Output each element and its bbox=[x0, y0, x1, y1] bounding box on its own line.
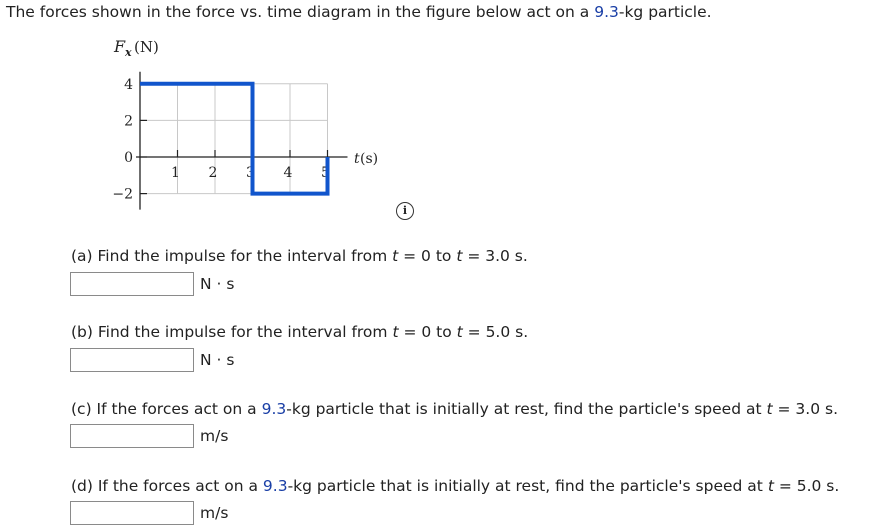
answer-input-c[interactable] bbox=[70, 424, 194, 448]
question-d-text: (d) If the forces act on a bbox=[71, 477, 263, 495]
var-t: t bbox=[456, 247, 463, 265]
force-time-diagram bbox=[100, 34, 420, 234]
answer-row-b bbox=[70, 347, 234, 373]
x-tick-label: 3 bbox=[246, 165, 255, 181]
var-t: t bbox=[392, 323, 399, 341]
question-c-rest: -kg particle that is initially at rest, find the particle's speed at bbox=[286, 400, 767, 418]
x-tick-label: 2 bbox=[208, 165, 218, 181]
answer-input-d[interactable] bbox=[70, 501, 194, 525]
question-a-text: (a) Find the impulse for the interval from bbox=[71, 247, 393, 265]
y-axis-label: F bbox=[114, 37, 126, 56]
unit-b: N · s bbox=[200, 351, 235, 369]
force-time-chart bbox=[100, 34, 420, 234]
question-b-text: (b) Find the impulse for the interval from bbox=[71, 323, 393, 341]
answer-input-a[interactable] bbox=[70, 272, 194, 296]
y-tick-label: −2 bbox=[112, 186, 133, 203]
answer-row-a bbox=[70, 271, 234, 297]
var-t: t bbox=[456, 323, 463, 341]
unit-d: m/s bbox=[200, 504, 229, 522]
y-tick-label: 2 bbox=[124, 113, 133, 130]
y-tick-label: 0 bbox=[124, 150, 133, 166]
question-b-end: = 5.0 s. bbox=[462, 323, 529, 341]
question-c-text: (c) If the forces act on a bbox=[71, 400, 262, 418]
problem-statement bbox=[6, 3, 712, 21]
force-series-line bbox=[140, 84, 328, 194]
intro-text: The forces shown in the force vs. time diagram in the figure below act on a bbox=[6, 3, 595, 21]
question-b bbox=[71, 323, 528, 341]
answer-input-b[interactable] bbox=[70, 348, 194, 372]
question-a-end: = 3.0 s. bbox=[462, 247, 528, 265]
mass-value: 9.3 bbox=[594, 3, 619, 21]
x-axis-label-var: t bbox=[354, 151, 360, 167]
var-t: t bbox=[392, 247, 399, 265]
question-c-end: = 3.0 s. bbox=[772, 400, 838, 418]
mass-value: 9.3 bbox=[261, 400, 287, 418]
question-d-end: = 5.0 s. bbox=[773, 477, 840, 495]
y-tick-label: 4 bbox=[124, 76, 133, 93]
unit-a: N · s bbox=[200, 275, 235, 293]
x-axis-label: (s) bbox=[360, 151, 379, 167]
unit-c: m/s bbox=[200, 427, 229, 445]
x-tick-label: 4 bbox=[283, 165, 293, 181]
x-tick-label: 5 bbox=[321, 165, 330, 181]
question-b-mid: = 0 to bbox=[398, 323, 457, 341]
var-t: t bbox=[767, 477, 774, 495]
question-a-mid: = 0 to bbox=[398, 247, 457, 265]
x-tick-label: 1 bbox=[171, 165, 180, 181]
mass-value: 9.3 bbox=[262, 477, 288, 495]
y-axis-label-sub: x bbox=[125, 46, 132, 59]
info-icon[interactable]: i bbox=[396, 202, 414, 220]
answer-row-c bbox=[70, 423, 228, 449]
answer-row-d bbox=[70, 500, 228, 526]
question-d bbox=[71, 477, 839, 495]
y-axis-label-unit: (N) bbox=[134, 38, 159, 56]
var-t: t bbox=[766, 400, 773, 418]
question-a bbox=[71, 247, 528, 265]
question-d-rest: -kg particle that is initially at rest, find the particle's speed at bbox=[287, 477, 768, 495]
intro-text-end: -kg particle. bbox=[618, 3, 712, 21]
question-c bbox=[71, 400, 838, 418]
